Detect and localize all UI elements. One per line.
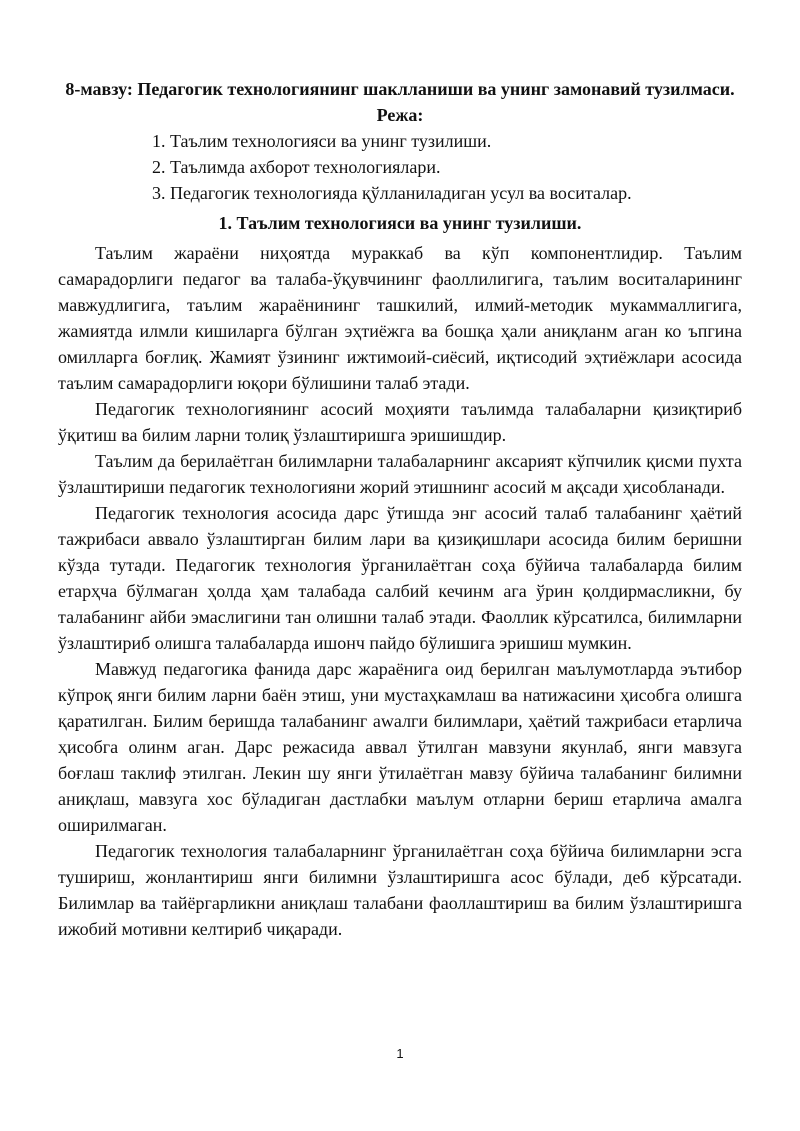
page-number: 1 [396,1046,404,1061]
body-text [58,240,742,942]
paragraph: Педагогик технологиянинг асосий моҳияти таълимда талабаларни қизиқтириб ўқитиш ва билим ларни толиқ ўзлаштиришга эришишдир. [58,399,742,445]
plan-item: 3. Педагогик технологияда қўлланиладиган усул ва воситалар. [152,183,632,203]
section-heading: 1. Таълим технологияси ва унинг тузилиши. [218,213,582,233]
plan-list [58,128,742,206]
paragraph: Педагогик технология талабаларнинг ўрганилаётган соҳа бўйича билимларни эсга тушириш, жонлантириш янги билимни ўзлаштиришга асос бўлади, деб кўрсатади. Билимлар ва тайёргарликни аниқлаш талабани фаоллаштириш ва билим ўзлаштиришга ижобий мотивни келтириб чиқаради. [58,841,742,939]
paragraph: Таълим да берилаётган билимларни талабаларнинг аксарият кўпчилик қисми пухта ўзлаштириши педагогик технологияни жорий этишнинг асосий м ақсади ҳисобланади. [58,451,742,497]
plan-heading: Режа: [376,105,424,125]
paragraph: Педагогик технология асосида дарс ўтишда энг асосий талаб талабанинг ҳаётий тажрибаси аввало ўзлаштирган билим лари ва қизиқишлари асосида билим беришни кўзда тутади. Педагогик технология ўрганилаётган соҳа бўйича талабаларда билим етарҳча бўлмаган ҳолда ҳам талабада салбий кечинм ага ўрин қолдирмасликни, бу талабанинг айби эмаслигини тан олишни талаб этади. Фаоллик кўрсатилса, билимларни ўзлаштириб олишга талабаларда ишонч пайдо бўлишига эришиш мумкин. [58,503,742,653]
plan-item: 2. Таълимда ахборот технологиялари. [152,157,441,177]
plan-item: 1. Таълим технологияси ва унинг тузилиши. [152,131,492,151]
paragraph: Таълим жараёни ниҳоятда мураккаб ва кўп компонентлидир. Таълим самарадорлиги педагог ва талаба-ўқувчининг фаоллилигига, таълим воситаларининг мавжудлигига, таълим жараёнининг ташкилий, илмий-методик мукаммаллигига, жамиятда илмли кишиларга бўлган эҳтиёжга ва бошқа ҳали аниқланм аган ко ъпгина омилларга боғлиқ. Жамият ўзининг ижтимоий-сиёсий, иқтисодий эҳтиёжлари асосида таълим самарадорлиги юқори бўлишини талаб этади. [58,243,742,393]
page-title: 8-мавзу: Педагогик технологиянинг шаклланиши ва унинг замонавий тузилмаси. [65,79,735,99]
paragraph: Мавжуд педагогика фанида дарс жараёнига оид берилган маълумотларда эътибор кўпроқ янги билим ларни баён этиш, уни мустаҳкамлаш ва натижасини ҳисобга олишга қаратилган. Билим беришда талабанинг аwалги билимлари, ҳаётий тажрибаси етарлича ҳисобга олинм аган. Дарс режасида аввал ўтилган мавзуни якунлаб, янги мавзуга боғлаш таклиф этилган. Лекин шу янги ўтилаётган мавзу бўйича талабанинг билимни аниқлаш, мавзуга хос бўладиган дастлабки маълум отларни бериш етарлича амалга оширилмаган. [58,659,742,835]
